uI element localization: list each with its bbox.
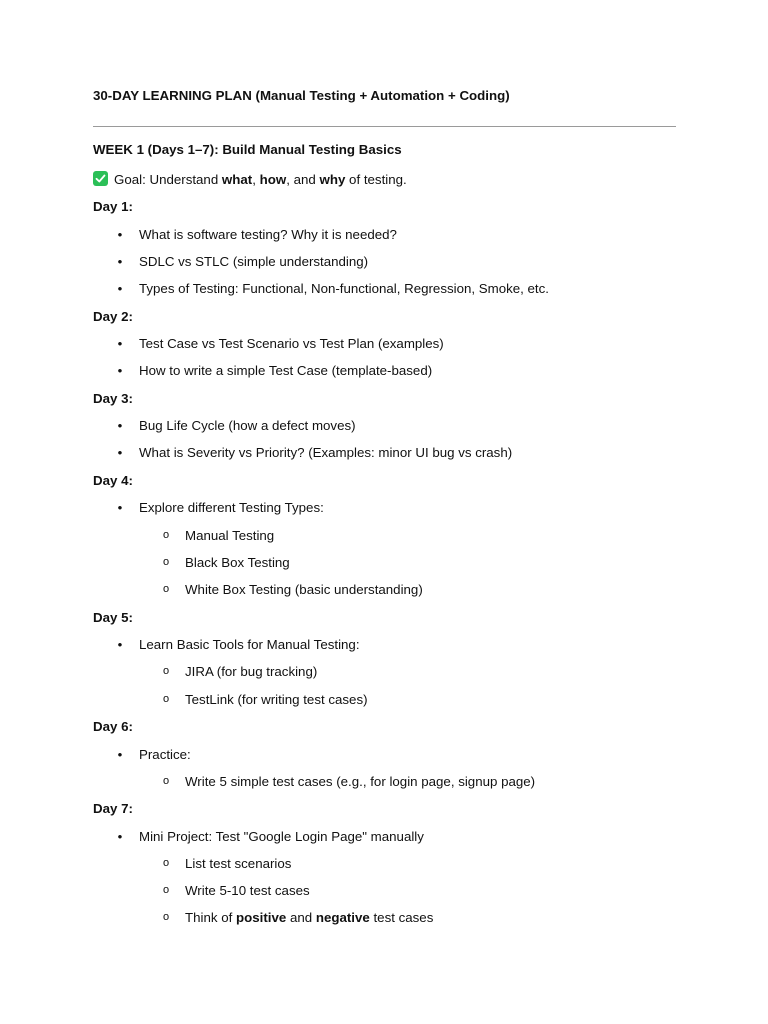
word-positive: positive (236, 910, 287, 925)
bullet-icon: • (117, 500, 123, 515)
sub-list-item: Black Box Testing (185, 555, 290, 570)
goal-word-how: how (259, 172, 287, 187)
sub-bullet-icon: o (162, 857, 170, 869)
document-title: 30-DAY LEARNING PLAN (Manual Testing + Automation + Coding) (93, 88, 510, 103)
sub-list-item: Write 5 simple test cases (e.g., for login page, signup page) (185, 774, 536, 789)
goal-word-what: what (221, 172, 253, 187)
bullet-icon: • (117, 637, 123, 652)
bullet-icon: • (117, 445, 123, 460)
day-7-label: Day 7: (93, 801, 133, 816)
sub-bullet-icon: o (162, 693, 170, 705)
sub-list-item: JIRA (for bug tracking) (185, 664, 318, 679)
list-item: Learn Basic Tools for Manual Testing: (139, 637, 360, 652)
bullet-icon: • (117, 418, 123, 433)
last-suffix: test cases (369, 910, 434, 925)
goal-sep-1: , (252, 172, 260, 187)
sub-bullet-icon: o (162, 911, 170, 923)
list-item: Bug Life Cycle (how a defect moves) (139, 418, 356, 433)
check-mark-icon (93, 171, 108, 186)
goal-word-why: why (319, 172, 346, 187)
list-item: Mini Project: Test "Google Login Page" manually (139, 829, 424, 844)
sub-list-item: Manual Testing (185, 528, 275, 543)
list-item: What is Severity vs Priority? (Examples: minor UI bug vs crash) (139, 445, 513, 460)
sub-bullet-icon: o (162, 529, 170, 541)
day-6-label: Day 6: (93, 719, 133, 734)
sub-list-item: White Box Testing (basic understanding) (185, 582, 423, 597)
goal-suffix: of testing. (345, 172, 407, 187)
goal-line (93, 171, 407, 188)
list-item: How to write a simple Test Case (template-based) (139, 363, 433, 378)
sub-bullet-icon: o (162, 556, 170, 568)
bullet-icon: • (117, 336, 123, 351)
goal-prefix: Goal: Understand (114, 172, 222, 187)
sub-list-item (185, 909, 433, 926)
list-item: Test Case vs Test Scenario vs Test Plan (examples) (139, 336, 444, 351)
bullet-icon: • (117, 829, 123, 844)
list-item: Types of Testing: Functional, Non-functional, Regression, Smoke, etc. (139, 281, 549, 296)
sub-bullet-icon: o (162, 583, 170, 595)
day-3-label: Day 3: (93, 391, 133, 406)
bullet-icon: • (117, 227, 123, 242)
horizontal-rule (93, 126, 676, 127)
day-4-label: Day 4: (93, 473, 133, 488)
last-prefix: Think of (185, 910, 236, 925)
day-5-label: Day 5: (93, 610, 133, 625)
bullet-icon: • (117, 281, 123, 296)
goal-sep-2: , and (286, 172, 320, 187)
day-2-label: Day 2: (93, 309, 133, 324)
last-mid: and (286, 910, 316, 925)
sub-list-item: Write 5-10 test cases (185, 883, 310, 898)
list-item: SDLC vs STLC (simple understanding) (139, 254, 369, 269)
sub-bullet-icon: o (162, 665, 170, 677)
list-item: Explore different Testing Types: (139, 500, 324, 515)
sub-bullet-icon: o (162, 775, 170, 787)
list-item: Practice: (139, 747, 191, 762)
bullet-icon: • (117, 747, 123, 762)
list-item: What is software testing? Why it is needed? (139, 227, 397, 242)
sub-bullet-icon: o (162, 884, 170, 896)
sub-list-item: TestLink (for writing test cases) (185, 692, 368, 707)
week-heading: WEEK 1 (Days 1–7): Build Manual Testing Basics (93, 142, 402, 157)
sub-list-item: List test scenarios (185, 856, 292, 871)
day-1-label: Day 1: (93, 199, 133, 214)
bullet-icon: • (117, 254, 123, 269)
word-negative: negative (315, 910, 370, 925)
bullet-icon: • (117, 363, 123, 378)
